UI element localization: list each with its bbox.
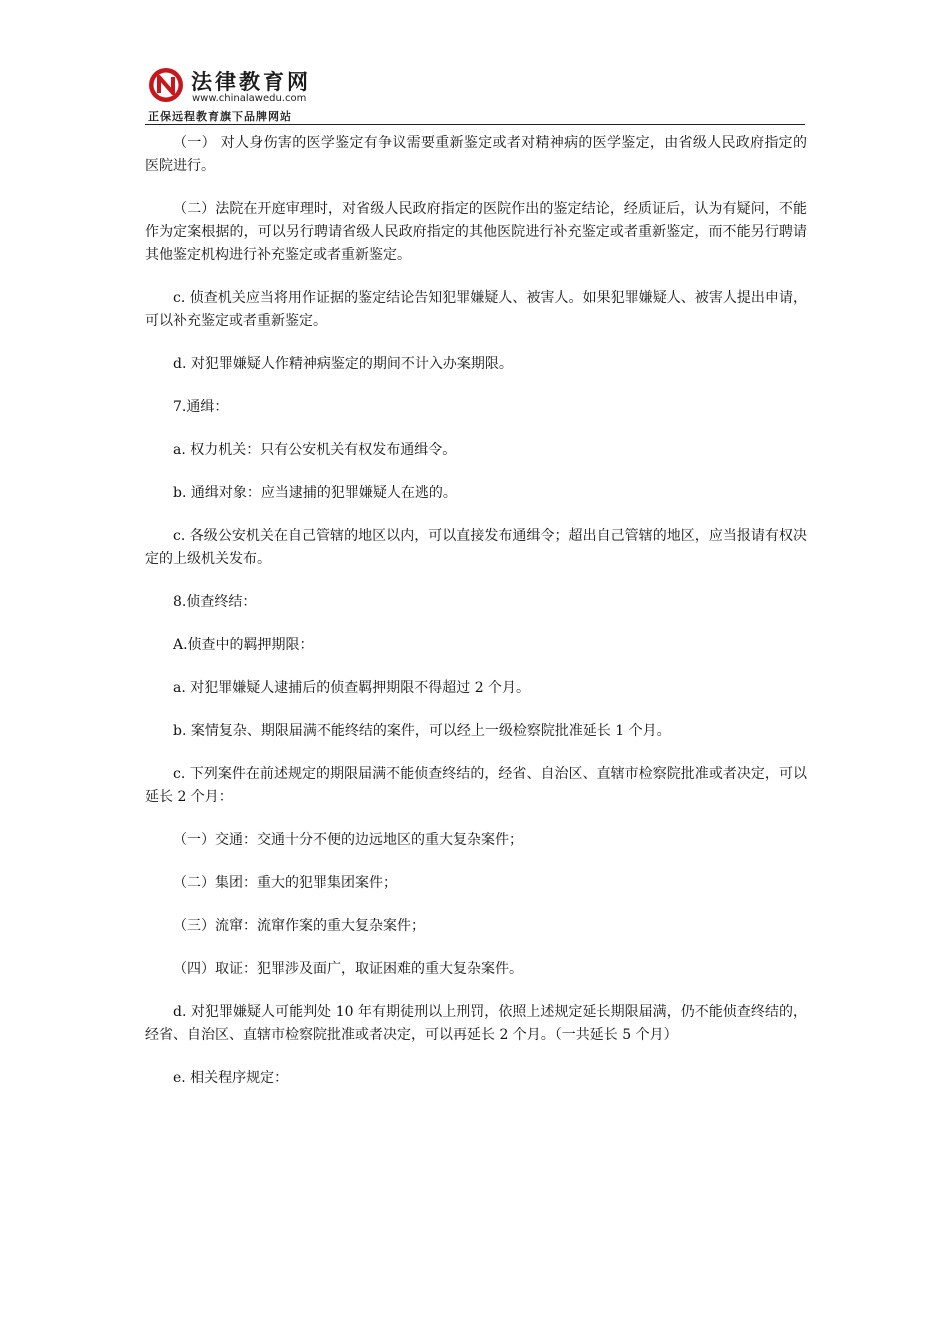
site-url[interactable]: www.chinalawedu.com: [192, 93, 307, 104]
header-divider: [145, 124, 805, 125]
paragraph: c. 各级公安机关在自己管辖的地区以内，可以直接发布通缉令；超出自己管辖的地区，应当报请有权决定的上级机关发布。: [145, 528, 807, 567]
logo-icon: [148, 67, 184, 103]
paragraph: a. 权力机关：只有公安机关有权发布通缉令。: [173, 442, 457, 458]
list-item: （四）取证：犯罪涉及面广，取证困难的重大复杂案件。: [173, 961, 523, 977]
document-body: [145, 132, 807, 1110]
paragraph: b. 案情复杂、期限届满不能终结的案件，可以经上一级检察院批准延长 1 个月。: [173, 723, 671, 739]
list-item: （一）交通：交通十分不便的边远地区的重大复杂案件；: [173, 832, 523, 848]
paragraph: a. 对犯罪嫌疑人逮捕后的侦查羁押期限不得超过 2 个月。: [173, 680, 531, 696]
paragraph: c. 下列案件在前述规定的期限届满不能侦查终结的，经省、自治区、直辖市检察院批准或者决定，可以延长 2 个月：: [145, 766, 807, 805]
paragraph: d. 对犯罪嫌疑人作精神病鉴定的期间不计入办案期限。: [173, 356, 513, 372]
paragraph: （一） 对人身伤害的医学鉴定有争议需要重新鉴定或者对精神病的医学鉴定，由省级人民政府指定的医院进行。: [145, 135, 807, 174]
paragraph: d. 对犯罪嫌疑人可能判处 10 年有期徒刑以上刑罚，依照上述规定延长期限届满，仍不能侦查终结的，经省、自治区、直辖市检察院批准或者决定，可以再延长 2 个月。（一共延长 5 个月）: [145, 1004, 807, 1043]
paragraph: e. 相关程序规定：: [173, 1070, 289, 1086]
paragraph: b. 通缉对象：应当逮捕的犯罪嫌疑人在逃的。: [173, 485, 457, 501]
site-name: 法律教育网: [191, 70, 311, 94]
page-header: [145, 62, 805, 126]
section-heading: 7.通缉：: [173, 399, 229, 415]
section-heading: 8.侦查终结：: [173, 594, 257, 610]
list-item: （三）流窜：流窜作案的重大复杂案件；: [173, 918, 425, 934]
list-item: （二）集团：重大的犯罪集团案件；: [173, 875, 397, 891]
site-slogan: 正保远程教育旗下品牌网站: [148, 110, 292, 123]
paragraph: c. 侦查机关应当将用作证据的鉴定结论告知犯罪嫌疑人、被害人。如果犯罪嫌疑人、被害人提出申请，可以补充鉴定或者重新鉴定。: [145, 290, 807, 329]
subsection-heading: A.侦查中的羁押期限：: [173, 637, 314, 653]
paragraph: （二）法院在开庭审理时，对省级人民政府指定的医院作出的鉴定结论，经质证后，认为有疑问，不能作为定案根据的，可以另行聘请省级人民政府指定的其他医院进行补充鉴定或者重新鉴定，而不能另行聘请其他鉴定机构进行补充鉴定或者重新鉴定。: [145, 201, 807, 263]
